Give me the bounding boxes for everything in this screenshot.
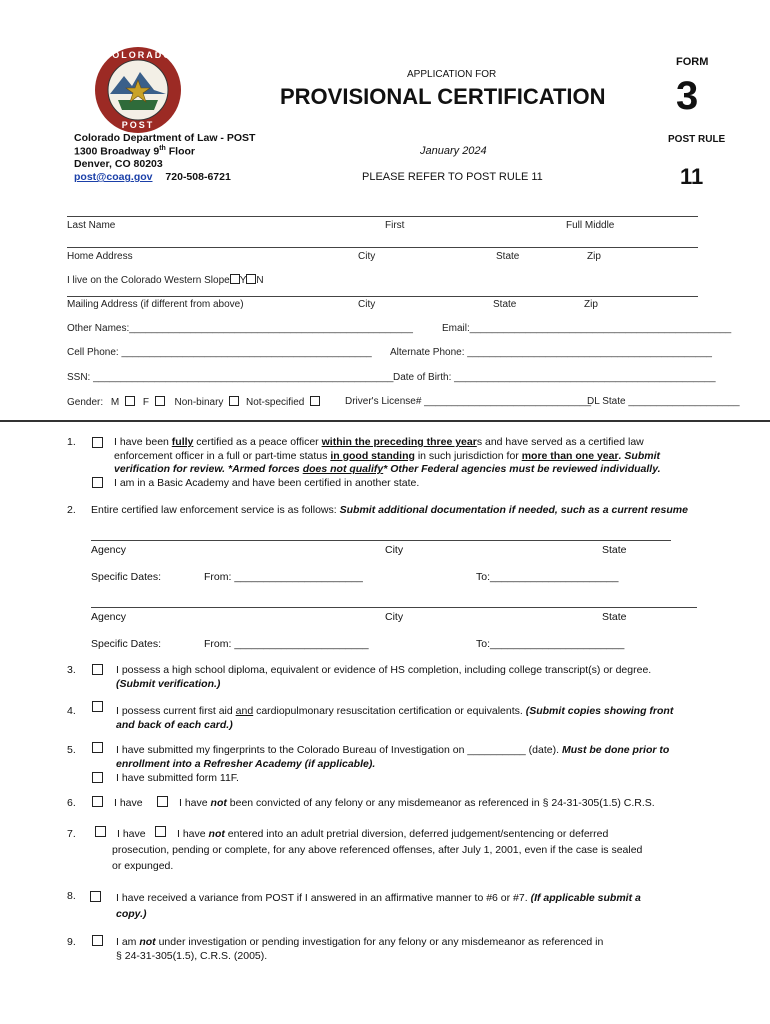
item-3-text bbox=[116, 664, 756, 691]
agency-1-dates-label: Specific Dates: bbox=[91, 571, 162, 583]
agency-1-to-field[interactable]: To:______________________ bbox=[476, 571, 619, 583]
i4c: (Submit copies showing front bbox=[525, 705, 674, 717]
cell-phone-field[interactable]: Cell Phone: _____________________________________________ bbox=[67, 347, 372, 358]
item-4-text bbox=[116, 705, 756, 732]
org-address-line2: Denver, CO 80203 bbox=[74, 158, 163, 170]
gender-row bbox=[67, 396, 320, 408]
post-rule-number: 11 bbox=[680, 164, 704, 189]
section-divider bbox=[0, 420, 770, 422]
i3b: (Submit verification.) bbox=[116, 677, 221, 690]
seal-bottom-text: POST bbox=[121, 120, 155, 130]
org-phone: 720-508-6721 bbox=[165, 171, 231, 183]
mailing-address-label: Mailing Address (if different from above) bbox=[67, 299, 244, 310]
item-8-number: 8. bbox=[67, 890, 76, 902]
i1h: * Other Federal agencies must be reviewed individually. bbox=[383, 463, 661, 475]
i4-and: and bbox=[235, 705, 254, 717]
i2b: Submit additional documentation if needed, such as a current resume bbox=[339, 504, 688, 516]
agency-1-from-field[interactable]: From: ______________________ bbox=[204, 571, 363, 583]
item-1-text bbox=[114, 436, 754, 477]
i1-good: in good standing bbox=[330, 449, 415, 462]
gender-f-checkbox[interactable] bbox=[155, 396, 165, 406]
agency-2-from-field[interactable]: From: _______________________ bbox=[204, 638, 369, 650]
email-field[interactable]: Email:_______________________________________________ bbox=[442, 323, 732, 334]
form-date: January 2024 bbox=[420, 145, 487, 157]
i8c: copy.) bbox=[116, 908, 147, 920]
western-slope-no-checkbox[interactable] bbox=[246, 274, 256, 284]
address-street: 1300 Broadway 9 bbox=[74, 145, 160, 158]
other-names-field[interactable]: Other Names:___________________________________________________ bbox=[67, 323, 413, 334]
post-seal-logo bbox=[94, 46, 182, 134]
western-slope-row bbox=[67, 274, 264, 286]
dob-field[interactable]: Date of Birth: _______________________________________________ bbox=[393, 372, 716, 383]
item-8-text bbox=[116, 890, 756, 922]
org-address-line1 bbox=[74, 145, 195, 158]
name-line[interactable] bbox=[67, 216, 698, 217]
item-8-checkbox[interactable] bbox=[90, 891, 101, 902]
agency-1-state-label: State bbox=[602, 544, 627, 556]
i1-within: within the preceding three year bbox=[321, 436, 477, 448]
home-zip-label: Zip bbox=[587, 251, 601, 262]
form-label: FORM bbox=[676, 56, 709, 68]
home-address-line[interactable] bbox=[67, 247, 698, 248]
item-1-checkbox[interactable] bbox=[92, 437, 103, 448]
gender-not-specified-label: Not-specified bbox=[245, 397, 305, 408]
i6-not: not bbox=[210, 797, 227, 809]
agency-2-state-label: State bbox=[602, 611, 627, 623]
item-7-text-line3: or expunged. bbox=[112, 860, 174, 872]
i1-more: more than one year bbox=[521, 449, 619, 462]
no-label: N bbox=[256, 275, 264, 286]
item-6-have-checkbox[interactable] bbox=[92, 796, 103, 807]
agency-2-label: Agency bbox=[91, 611, 127, 623]
mailing-state-label: State bbox=[493, 299, 517, 310]
gender-f-label: F bbox=[142, 397, 149, 408]
form-number: 3 bbox=[676, 74, 699, 118]
basic-academy-text: I am in a Basic Academy and have been certified in another state. bbox=[114, 477, 420, 489]
home-city-label: City bbox=[358, 251, 376, 262]
i9c: § 24-31-305(1.5), C.R.S. (2005). bbox=[116, 949, 268, 962]
i1-fully: fully bbox=[171, 436, 194, 448]
post-rule-label: POST RULE bbox=[668, 134, 726, 145]
mailing-city-label: City bbox=[358, 299, 376, 310]
agency-1-line[interactable] bbox=[91, 540, 671, 541]
gender-label: Gender: bbox=[67, 397, 104, 408]
item-6-have-not-checkbox[interactable] bbox=[157, 796, 168, 807]
i2a: Entire certified law enforcement service is as follows: bbox=[91, 504, 340, 516]
gender-nonbinary-checkbox[interactable] bbox=[229, 396, 239, 406]
western-slope-yes-checkbox[interactable] bbox=[230, 274, 240, 284]
gender-not-specified-checkbox[interactable] bbox=[310, 396, 320, 406]
agency-2-city-label: City bbox=[385, 611, 404, 623]
seal-top-text: COLORADO bbox=[103, 50, 173, 60]
mailing-address-line[interactable] bbox=[67, 296, 698, 297]
item-5-checkbox[interactable] bbox=[92, 742, 103, 753]
home-address-label: Home Address bbox=[67, 251, 133, 262]
gender-nonbinary-label: Non-binary bbox=[174, 397, 224, 408]
i4a: I possess current first aid bbox=[116, 705, 236, 717]
address-floor: Floor bbox=[165, 145, 195, 158]
i4d: and back of each card.) bbox=[116, 718, 233, 731]
basic-academy-checkbox[interactable] bbox=[92, 477, 103, 488]
i7a: I have bbox=[177, 828, 209, 840]
refer-note: PLEASE REFER TO POST RULE 11 bbox=[362, 171, 543, 183]
gender-m-checkbox[interactable] bbox=[125, 396, 135, 406]
item-6-have-label: I have bbox=[114, 797, 143, 809]
i1b: certified as a peace officer bbox=[193, 436, 322, 448]
yes-label: Y bbox=[239, 275, 247, 286]
item-3-number: 3. bbox=[67, 664, 76, 676]
i5b: Must be done prior to bbox=[561, 744, 670, 756]
middle-name-label: Full Middle bbox=[566, 220, 615, 231]
mailing-zip-label: Zip bbox=[584, 299, 598, 310]
item-9-checkbox[interactable] bbox=[92, 935, 103, 946]
i4b: cardiopulmonary resuscitation certification or equivalents. bbox=[253, 705, 526, 717]
item-9-text bbox=[116, 936, 756, 963]
i1f: . Submit bbox=[618, 449, 660, 462]
i9b: under investigation or pending investigation for any felony or any misdemeanor as referenced in bbox=[155, 936, 604, 948]
i6b: been convicted of any felony or any misdemeanor as referenced in § 24-31-305(1.5) C.R.S. bbox=[226, 797, 655, 809]
item-2-number: 2. bbox=[67, 504, 76, 516]
item-5-text bbox=[116, 744, 756, 771]
form-11f-checkbox[interactable] bbox=[92, 772, 103, 783]
i1c: s and have served as a certified law bbox=[476, 436, 644, 448]
agency-2-to-field[interactable]: To:_______________________ bbox=[476, 638, 625, 650]
i8b: (If applicable submit a bbox=[530, 892, 641, 904]
item-7-number: 7. bbox=[67, 828, 76, 840]
form-11f-text: I have submitted form 11F. bbox=[116, 772, 239, 784]
first-name-label: First bbox=[385, 220, 405, 231]
i1a: I have been bbox=[114, 436, 172, 448]
page-title: PROVISIONAL CERTIFICATION bbox=[280, 84, 606, 109]
i6a: I have bbox=[179, 797, 211, 809]
agency-1-label: Agency bbox=[91, 544, 127, 556]
item-7-have-not-checkbox[interactable] bbox=[155, 826, 166, 837]
item-1-number: 1. bbox=[67, 436, 76, 448]
i9a: I am bbox=[116, 936, 140, 948]
agency-1-city-label: City bbox=[385, 544, 404, 556]
agency-2-line[interactable] bbox=[91, 607, 697, 608]
i7-not: not bbox=[208, 828, 225, 840]
gender-m-label: M bbox=[110, 397, 120, 408]
item-4-number: 4. bbox=[67, 705, 76, 717]
item-4-checkbox[interactable] bbox=[92, 701, 103, 712]
i5a: I have submitted my fingerprints to the Colorado Bureau of Investigation on __________ (date). bbox=[116, 744, 562, 756]
item-3-checkbox[interactable] bbox=[92, 664, 103, 675]
home-state-label: State bbox=[496, 251, 520, 262]
i1-does: does not qualify bbox=[302, 463, 384, 475]
item-7-text-line1 bbox=[177, 828, 608, 840]
ssn-field[interactable]: SSN: ______________________________________________________ bbox=[67, 372, 394, 383]
i1e: in such jurisdiction for bbox=[414, 449, 522, 462]
dl-state-field[interactable]: DL State ____________________ bbox=[587, 396, 740, 407]
i1d: enforcement officer in a full or part-time status bbox=[114, 449, 331, 462]
item-9-number: 9. bbox=[67, 936, 76, 948]
agency-2-dates-label: Specific Dates: bbox=[91, 638, 162, 650]
western-slope-label: I live on the Colorado Western Slope bbox=[67, 275, 230, 286]
address-sup: th bbox=[159, 145, 166, 152]
org-name: Colorado Department of Law - POST bbox=[74, 132, 256, 144]
email-link[interactable]: post@coag.gov bbox=[74, 171, 153, 183]
i7b: entered into an adult pretrial diversion, deferred judgement/sentencing or deferred bbox=[224, 828, 609, 840]
item-7-have-checkbox[interactable] bbox=[95, 826, 106, 837]
org-contact bbox=[74, 171, 231, 183]
item-6-text bbox=[179, 797, 655, 809]
i5c: enrollment into a Refresher Academy (if applicable). bbox=[116, 757, 376, 770]
item-7-have-label: I have bbox=[117, 828, 146, 840]
item-6-number: 6. bbox=[67, 797, 76, 809]
item-7-text-line2: prosecution, pending or complete, for any above referenced offenses, after July 1, 2001, even if the case is sealed bbox=[112, 844, 643, 856]
application-for-label: APPLICATION FOR bbox=[407, 69, 497, 80]
item-2-text bbox=[91, 504, 688, 516]
last-name-label: Last Name bbox=[67, 220, 116, 231]
i8a: I have received a variance from POST if I answered in an affirmative manner to #6 or #7. bbox=[116, 892, 531, 904]
i1g: verification for review. *Armed forces bbox=[114, 463, 303, 475]
i9-not: not bbox=[139, 936, 156, 948]
alternate-phone-field[interactable]: Alternate Phone: ____________________________________________ bbox=[390, 347, 712, 358]
i3a: I possess a high school diploma, equivalent or evidence of HS completion, including college transcript(s) or degree. bbox=[116, 664, 652, 676]
drivers-license-field[interactable]: Driver's License# ______________________________ bbox=[345, 396, 592, 407]
item-5-number: 5. bbox=[67, 744, 76, 756]
